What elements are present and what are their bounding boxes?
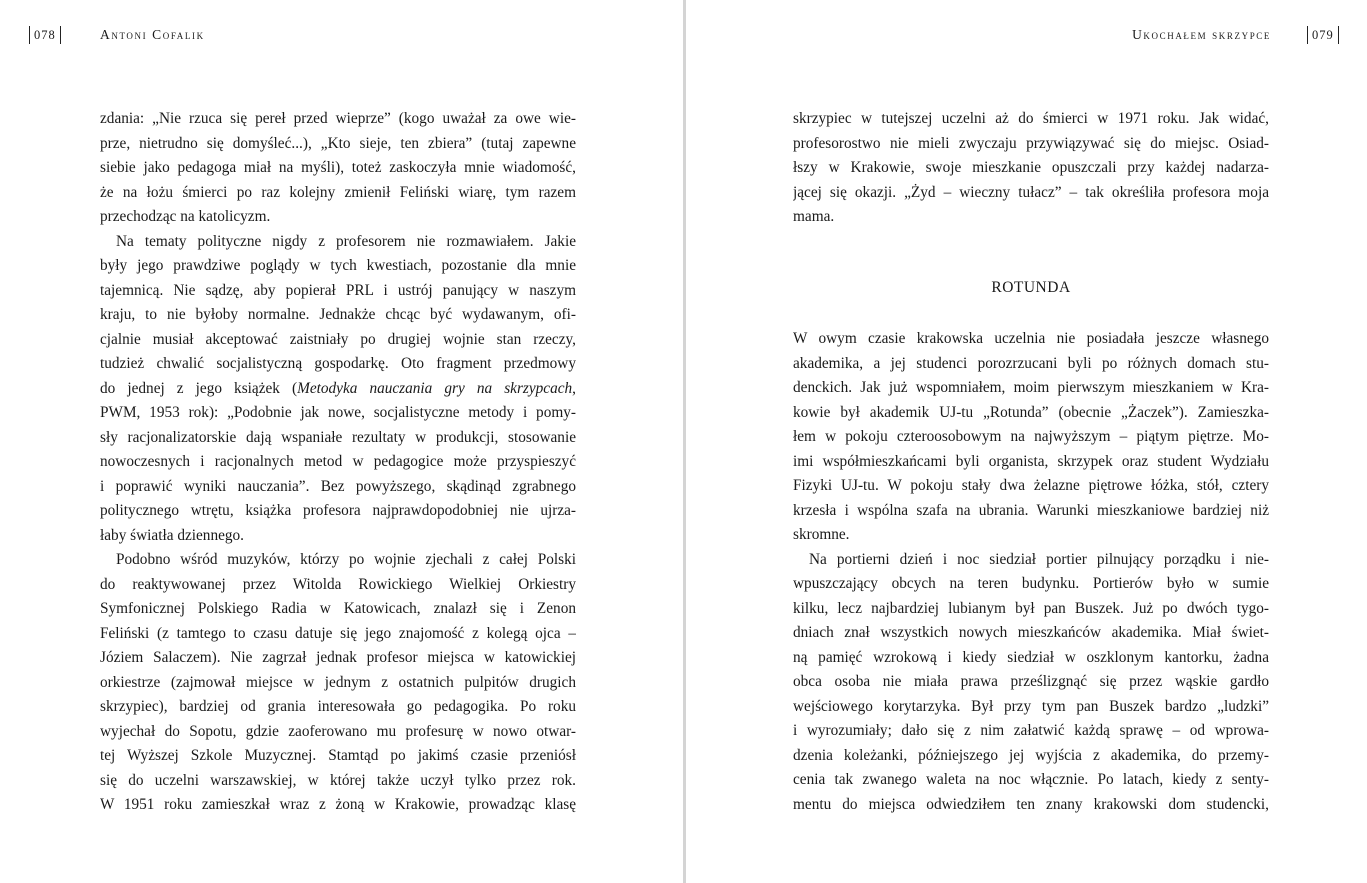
- text-line: ną pamięć wzrokową i kiedy siedział w oszklonym kantorku, żadna: [793, 648, 1269, 666]
- right-section-text: [793, 327, 1269, 817]
- text-line: W 1951 roku zamieszkał wraz z żoną w Krakowie, prowadząc klasę: [100, 796, 576, 813]
- text-line: łaby światła dziennego.: [100, 526, 244, 544]
- text-line: wyjechał do Sopotu, gdzie zaoferowano mu profesurę w nowo otwar-: [100, 722, 576, 740]
- text-line: tudzież chwalić socjalistyczną gospodarkę. Oto fragment przedmowy: [100, 355, 576, 372]
- text-line: tej Wyższej Szkole Muzycznej. Stamtąd po jakimś czasie przeniósł: [100, 747, 576, 764]
- text-line: były jego prawdziwe poglądy w tych kwestiach, pozostanie dla mnie: [100, 257, 576, 274]
- text-line: się do uczelni warszawskiej, w której także uczył tylko przez rok.: [100, 771, 576, 789]
- text-line: prze, nietrudno się domyśleć...), „Kto sieje, ten zbiera” (tutaj zapewne: [100, 134, 576, 152]
- text-line: wejściowego korytarzyka. Był przy tym pan Buszek bardzo „ludzki”: [793, 697, 1269, 715]
- paragraph: [793, 327, 1269, 548]
- text-line: imi współmieszkańcami byli organista, skrzypek oraz student Wydziału: [793, 452, 1269, 470]
- text-line: Fizyki UJ-tu. W pokoju stały dwa żelazne piętrowe łóżka, stół, cztery: [793, 477, 1269, 494]
- text-line: łszy w Krakowie, swoje mieszkanie opuszczali przy każdej nadarza-: [793, 159, 1269, 176]
- text-line: PWM, 1953 rok): „Podobnie jak nowe, socjalistyczne metody i pomy-: [100, 404, 576, 421]
- text-line: przechodząc na katolicyzm.: [100, 208, 271, 225]
- text-line: łem w pokoju czteroosobowym na najwyższym – piątym piętrze. Mo-: [793, 428, 1269, 445]
- text-line: mentu do miejsca odwiedziłem ten znany krakowski dom studencki,: [793, 795, 1269, 813]
- text-line: i poprawić wyniki nauczania”. Bez powyższego, skądinąd zgrabnego: [100, 477, 576, 495]
- line-prefix: do jednej z jego książek (: [100, 379, 298, 397]
- paragraph: [100, 230, 576, 549]
- right-top-text: [793, 107, 1269, 230]
- left-body-text: [100, 107, 576, 818]
- paragraph: [793, 107, 1269, 230]
- text-line: zdania: „Nie rzuca się pereł przed wieprze” (kogo uważał za owe wie-: [100, 110, 576, 127]
- text-line: Symfonicznej Polskiego Radia w Katowicach, znalazł się i Zenon: [100, 600, 576, 617]
- text-line: obca osoba nie miała prawa prześlizgnąć się przez wąskie gardło: [793, 673, 1269, 690]
- text-line: jącej się okazji. „Żyd – wieczny tułacz” – tak określiła profesora moja: [793, 183, 1269, 201]
- text-line: że na łożu śmierci po raz kolejny zmienił Feliński wiarę, tym razem: [100, 183, 576, 201]
- text-line: skrzypiec w tutejszej uczelni aż do śmierci w 1971 roku. Jak widać,: [793, 110, 1269, 127]
- text-line: denckich. Jak już wspomniałem, moim pierwszym mieszkaniem w Kra-: [793, 379, 1269, 396]
- left-running-head: Antoni Cofalik: [100, 27, 205, 42]
- text-line: kowie był akademik UJ-tu „Rotunda” (obecnie „Żaczek”). Zamieszka-: [793, 403, 1269, 421]
- right-page-number: 079: [1307, 26, 1339, 44]
- text-line: nowoczesnych i racjonalnych metod w pedagogice może przyspieszyć: [100, 453, 576, 470]
- text-line: skrzypiec), bardziej od grania interesowała go pedagogika. Po roku: [100, 698, 576, 715]
- paragraph: [100, 548, 576, 818]
- text-line: kilku, lecz najbardziej lubianym był pan Buszek. Już po dwóch tygo-: [793, 599, 1269, 617]
- text-line: tajemnicą. Nie sądzę, aby popierał PRL i ustrój panujący w naszym: [100, 281, 576, 299]
- left-page-number: 078: [29, 26, 61, 44]
- right-page: [686, 0, 1367, 883]
- line-suffix: ,: [572, 379, 576, 397]
- text-line: do reaktywowanej przez Witolda Rowickiego Wielkiej Orkiestry: [100, 575, 576, 593]
- text-line: W owym czasie krakowska uczelnia nie posiadała jeszcze własnego: [793, 330, 1269, 347]
- text-line: politycznego wtrętu, książka profesora najprawdopodobniej nie ujrza-: [100, 502, 576, 519]
- text-line: kraju, to nie byłoby normalne. Jednakże chcąc być wydawanym, ofi-: [100, 306, 576, 323]
- book-title: Metodyka nauczania gry na skrzypcach: [297, 379, 573, 397]
- text-line: skromne.: [793, 526, 850, 543]
- left-page: [0, 0, 683, 883]
- text-line: dzenia koleżanki, późniejszego jej wyjścia z akademika, do przemy-: [793, 746, 1269, 764]
- text-line-with-title: [100, 377, 576, 402]
- right-running-head: Ukochałem skrzypce: [1132, 27, 1271, 42]
- text-line: Podobno wśród muzyków, którzy po wojnie zjechali z całej Polski: [116, 551, 576, 568]
- section-heading: ROTUNDA: [991, 279, 1071, 296]
- text-line: Na tematy polityczne nigdy z profesorem nie rozmawiałem. Jakie: [116, 232, 576, 250]
- text-line: profesorostwo nie mieli zwyczaju przywiązywać się do miejsc. Osiad-: [793, 134, 1269, 152]
- text-line: Na portierni dzień i noc siedział portier pilnujący porządku i nie-: [809, 550, 1269, 568]
- paragraph: [793, 548, 1269, 818]
- text-line: mama.: [793, 208, 835, 225]
- text-line: siebie jako pedagoga miał na myśli), toteż zaskoczyła mnie wiadomość,: [100, 159, 576, 176]
- paragraph: [100, 107, 576, 230]
- text-line: sły racjonalizatorskie dają wspaniałe rezultaty w produkcji, stosowanie: [100, 428, 576, 446]
- text-line: Feliński (z tamtego to czasu datuje się jego znajomość z kolegą ojca –: [100, 624, 576, 642]
- text-line: cenia tak zwanego waleta na noc włącznie. Po latach, kiedy z senty-: [793, 771, 1269, 788]
- text-line: akademika, a jej studenci porozrzucani byli po różnych domach stu-: [793, 354, 1269, 372]
- text-line: wpuszczający obcych na teren budynku. Portierów było w sumie: [793, 575, 1269, 592]
- text-line: orkiestrze (zajmował miejsce w jednym z ostatnich pulpitów drugich: [100, 673, 576, 691]
- text-line: dniach znał wszystkich nowych mieszkańców akademika. Miał świet-: [793, 624, 1269, 641]
- text-line: i wyrozumiały; dało się z nim załatwić każdą sprawę – od wprowa-: [793, 722, 1269, 739]
- text-line: cjalnie musiał akceptować zaistniały po drugiej wojnie stan rzeczy,: [100, 330, 576, 348]
- text-line: krzesła i wspólna szafa na ubrania. Warunki mieszkaniowe bardziej niż: [793, 501, 1269, 519]
- text-line: Józiem Salaczem). Nie zagrzał jednak profesor miejsca w katowickiej: [100, 649, 576, 666]
